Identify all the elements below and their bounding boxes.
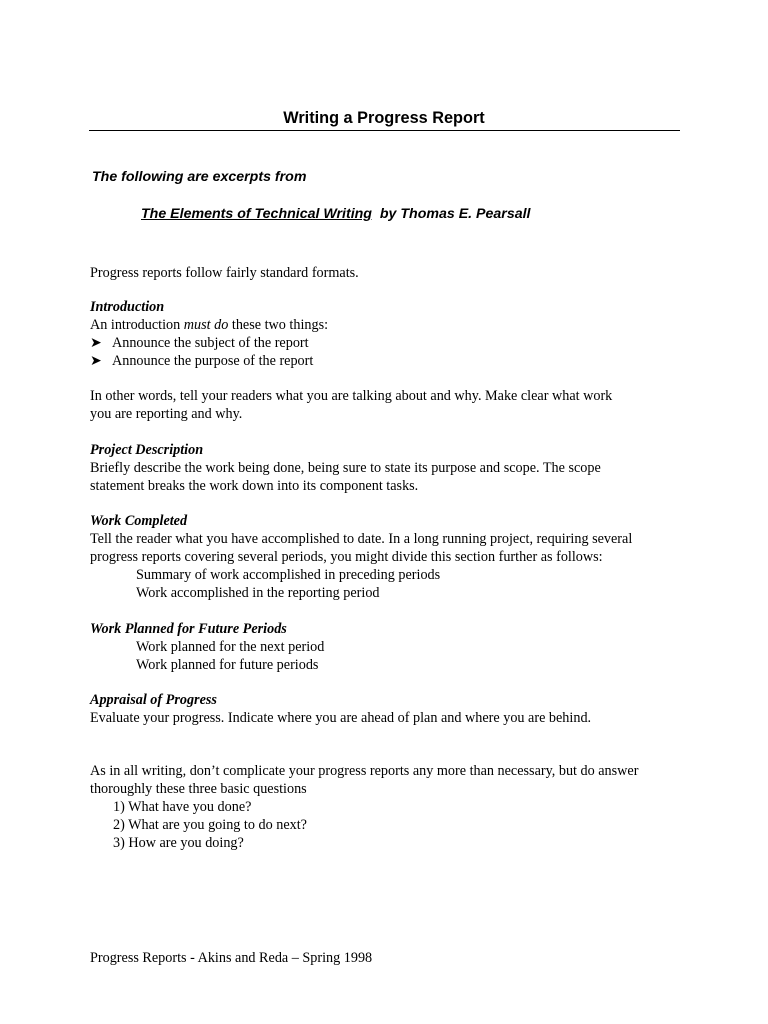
work-completed-line-2: progress reports covering several periods, you might divide this section further as follows: [90, 549, 603, 565]
introduction-text-start: An introduction [90, 317, 184, 333]
appraisal-line: Evaluate your progress. Indicate where you are ahead of plan and where you are behind. [90, 710, 592, 726]
project-description-heading: Project Description [90, 442, 204, 458]
book-title: The Elements of Technical Writing [141, 206, 372, 222]
work-completed-heading: Work Completed [90, 513, 188, 529]
question-3: 3) How are you doing? [113, 835, 244, 851]
project-description-line-2: statement breaks the work down into its component tasks. [90, 478, 419, 494]
closing-line-2: thoroughly these three basic questions [90, 781, 307, 797]
introduction-heading: Introduction [90, 299, 165, 315]
introduction-bullet-1 [90, 334, 309, 352]
book-citation [141, 205, 531, 223]
arrowhead-bullet-icon: ➤ [90, 335, 102, 351]
introduction-text-end: these two things: [228, 317, 329, 333]
work-planned-heading: Work Planned for Future Periods [90, 621, 287, 637]
other-words-line-2: you are reporting and why. [90, 406, 243, 422]
intro-paragraph: Progress reports follow fairly standard formats. [90, 265, 359, 281]
work-planned-item-1: Work planned for the next period [136, 639, 325, 655]
bullet-text: Announce the purpose of the report [112, 353, 314, 369]
question-1: 1) What have you done? [113, 799, 252, 815]
bullet-text: Announce the subject of the report [112, 335, 309, 351]
work-completed-item-2: Work accomplished in the reporting period [136, 585, 380, 601]
project-description-line-1: Briefly describe the work being done, being sure to state its purpose and scope. The scope [90, 460, 601, 476]
question-2: 2) What are you going to do next? [113, 817, 307, 833]
introduction-bullet-2 [90, 352, 313, 370]
work-completed-line-1: Tell the reader what you have accomplished to date. In a long running project, requiring several [90, 531, 633, 547]
work-planned-item-2: Work planned for future periods [136, 657, 319, 673]
other-words-line-1: In other words, tell your readers what you are talking about and why. Make clear what work [90, 388, 613, 404]
closing-line-1: As in all writing, don’t complicate your progress reports any more than necessary, but do answer [90, 763, 639, 779]
work-completed-item-1: Summary of work accomplished in preceding periods [136, 567, 441, 583]
title-underline-rule [89, 130, 680, 131]
page-footer: Progress Reports - Akins and Reda – Spring 1998 [90, 950, 373, 966]
introduction-emphasis: must do [183, 317, 229, 333]
introduction-text [90, 316, 328, 334]
document-title: Writing a Progress Report [283, 109, 485, 127]
excerpt-intro-line: The following are excerpts from [92, 169, 307, 185]
arrowhead-bullet-icon: ➤ [90, 353, 102, 369]
book-author: by Thomas E. Pearsall [379, 206, 531, 222]
appraisal-heading: Appraisal of Progress [90, 692, 217, 708]
